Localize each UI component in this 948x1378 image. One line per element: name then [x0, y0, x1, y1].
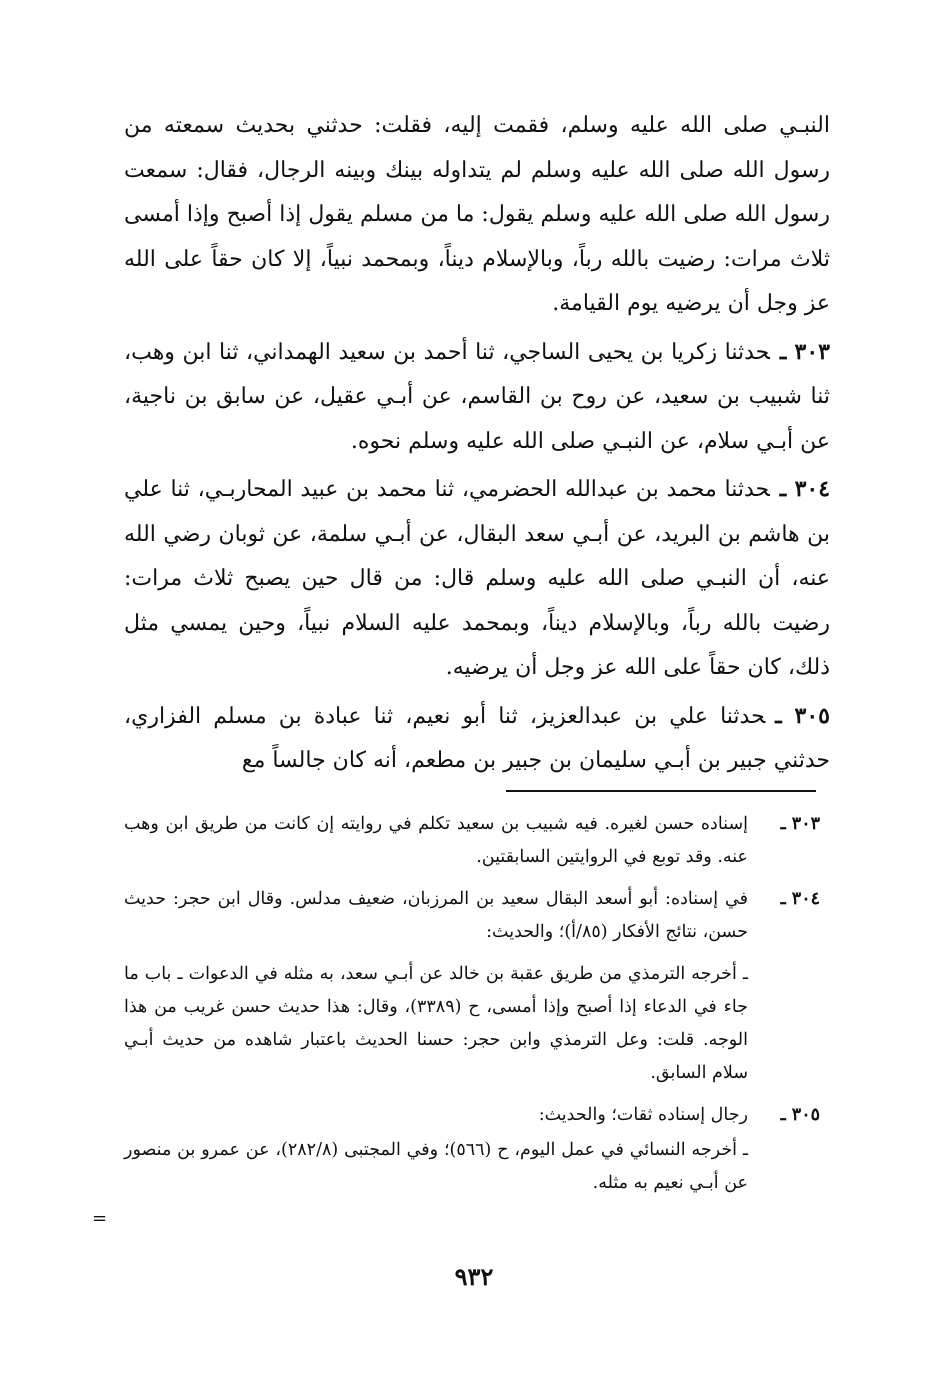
- paragraph-text: حدثنا علي بن عبدالعزيز، ثنا أبو نعيم، ثنا عبادة بن مسلم الفزاري، حدثني جبير بن أبـي سليمان بن جبير بن مطعم، أنه كان جالساً مع: [124, 703, 830, 773]
- paragraph-continuation: [124, 104, 830, 327]
- paragraph-text: النبـي صلى الله عليه وسلم، فقمت إليه، فقلت: حدثني بحديث سمعته من رسول الله صلى الله عليه وسلم لم يتداوله بينك وبينه الرجال، فقال: سمعت رسول الله صلى الله عليه وسلم يقول: ما من مسلم يقول إذا أصبح وإذا أمسى ثلاث مرات: رضيت بالله رباً، وبالإسلام ديناً، وبمحمد نبياً، إلا كان حقاً على الله عز وجل أن يرضيه يوم القيامة.: [124, 113, 830, 316]
- paragraph-text: حدثنا زكريا بن يحيى الساجي، ثنا أحمد بن سعيد الهمداني، ثنا ابن وهب، ثنا شبيب بن سعيد، عن روح بن القاسم، عن أبـي عقيل، عن سابق بن ناجية، عن أبـي سلام، عن النبـي صلى الله عليه وسلم نحوه.: [124, 339, 830, 454]
- paragraph-text: حدثنا محمد بن عبدالله الحضرمي، ثنا محمد بن عبيد المحاربـي، ثنا علي بن هاشم بن البريد، عن أبـي سعد البقال، عن أبـي سلمة، عن ثوبان رضي الله عنه، أن النبـي صلى الله عليه وسلم قال: من قال حين يصبح ثلاث مرات: رضيت بالله رباً، وبالإسلام ديناً، وبمحمد عليه السلام نبياً، وحين يمسي مثل ذلك، كان حقاً على الله عز وجل أن يرضيه.: [124, 477, 830, 680]
- footnote-number: ٣٠٣ ـ: [780, 814, 820, 834]
- main-text: [124, 104, 830, 784]
- hadith-304: [124, 467, 830, 691]
- hadith-number: ٣٠٣ ـ: [779, 338, 830, 365]
- hadith-number: ٣٠٤ ـ: [779, 476, 831, 502]
- footnote-304: [124, 883, 820, 949]
- hadith-305: [124, 694, 830, 784]
- hadith-303: [124, 330, 830, 465]
- footnote-text: ـ أخرجه النسائي في عمل اليوم، ح (٥٦٦)؛ وفي المجتبى (٢٨٢/٨)، عن عمرو بن منصور عن أبـي نعيم به مثله.: [124, 1140, 748, 1193]
- footnote-304-takhrij: [124, 958, 820, 1090]
- page-number: ٩٣٢: [454, 1262, 494, 1291]
- footnote-text: إسناده حسن لغيره. فيه شبيب بن سعيد تكلم في روايته إن كانت من طريق ابن وهب عنه. وقد توبع في الروايتين السابقتين.: [124, 814, 748, 867]
- footnote-text: في إسناده: أبو أسعد البقال سعيد بن المرزبان، ضعيف مدلس. وقال ابن حجر: حديث حسن، نتائج الأفكار (٨٥/أ)؛ والحديث:: [124, 889, 748, 942]
- footnote-number: ٣٠٤ ـ: [780, 889, 820, 909]
- footnote-305: [124, 1099, 820, 1132]
- footnote-number: ٣٠٥ ـ: [780, 1105, 820, 1125]
- footnote-305-takhrij: [124, 1134, 820, 1200]
- hadith-number: ٣٠٥ ـ: [775, 702, 830, 729]
- footnote-303: [124, 808, 820, 874]
- footnotes: [124, 808, 820, 1209]
- continuation-mark: =: [92, 1208, 108, 1229]
- footnote-text: ـ أخرجه الترمذي من طريق عقبة بن خالد عن أبـي سعد، به مثله في الدعوات ـ باب ما جاء في الدعاء إذا أصبح وإذا أمسى، ح (٣٣٨٩)، وقال: هذا حديث حسن غريب من هذا الوجه. قلت: وعل الترمذي وابن حجر: حسنا الحديث باعتبار شاهده من حديث أبـي سلام السابق.: [124, 964, 748, 1083]
- footnote-separator: [506, 790, 816, 792]
- footnote-text: رجال إسناده ثقات؛ والحديث:: [538, 1105, 748, 1125]
